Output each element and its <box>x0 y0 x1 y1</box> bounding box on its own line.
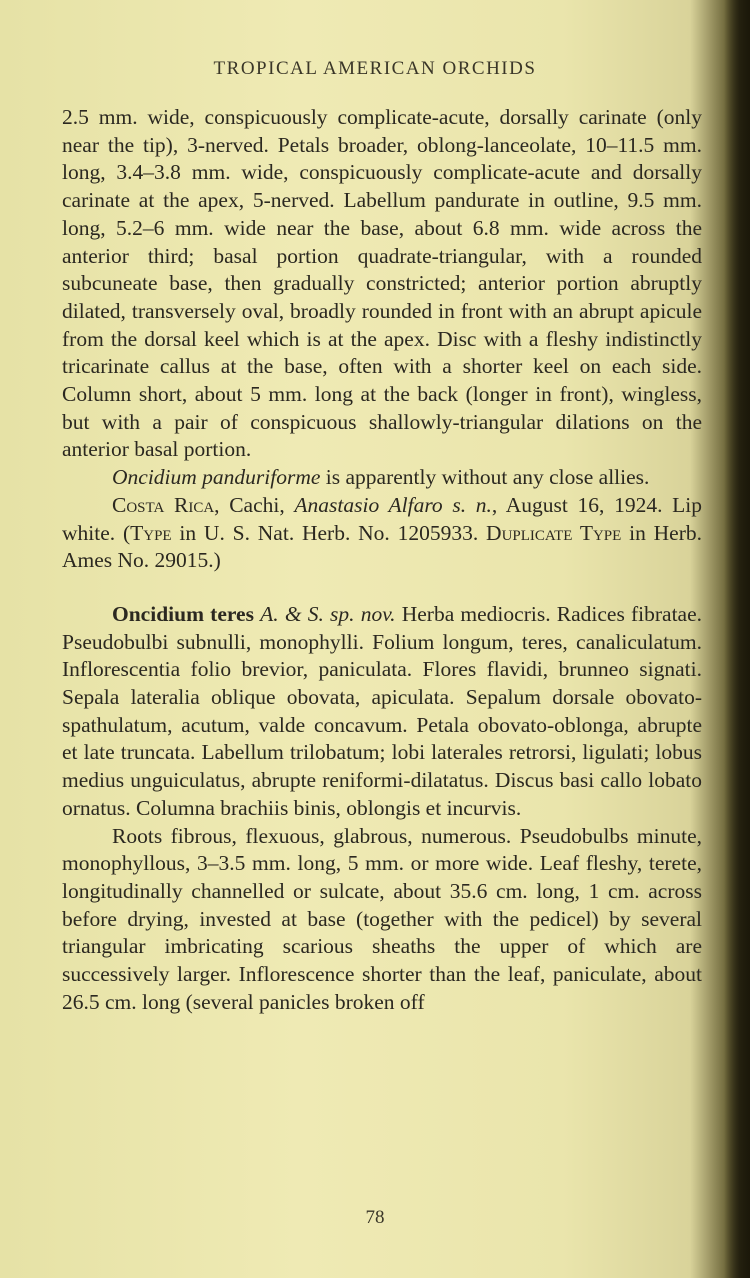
type-text: in U. S. Nat. Herb. No. 1205933. <box>171 520 487 545</box>
type-label: Type <box>130 520 172 545</box>
locality: , Cachi, <box>214 492 295 517</box>
section-spacer <box>62 575 702 601</box>
affinity-text: is apparently without any close allies. <box>320 465 650 490</box>
specimen-citation <box>62 492 702 575</box>
description-paragraph: 2.5 mm. wide, conspicuously complicate-acute, dorsally carinate (only near the tip), 3-nerved. Petals broader, oblong-lanceolate, 10–11.5 mm. long, 3.4–3.8 mm. wide, conspicuously complicate-acute and dorsally carinate at the apex, 5-nerved. Labellum pandurate in outline, 9.5 mm. long, 5.2–6 mm. wide near the base, about 6.8 mm. wide across the anterior third; basal portion quadrate-triangular, with a rounded subcuneate base, then gradually constricted; anterior portion abruptly dilated, transversely oval, broadly rounded in front with an abrupt apicule from the dorsal keel which is at the apex. Disc with a fleshy indistinctly tricarinate callus at the base, often with a shorter keel on each side. Column short, about 5 mm. long at the back (longer in front), wingless, but with a pair of conspicuous shallowly-triangular dilations on the anterior basal portion. <box>62 105 702 462</box>
species-name: Oncidium panduriforme <box>112 465 321 490</box>
duplicate-type-text: in Herb. Ames No. 29015.) <box>62 520 702 573</box>
english-description: Roots fibrous, flexuous, glabrous, numerous. Pseudobulbs minute, monophyllous, 3–3.5 mm. long, 5 mm. or more wide. Leaf fleshy, terete, longitudinally channelled or sulcate, about 35.6 cm. long, 1 cm. across before drying, invested at base (together with the pedicel) by several triangular imbricating scarious sheaths the upper of which are successively larger. Inflorescence shorter than the leaf, paniculate, about 26.5 cm. long (several panicles broken off <box>62 823 702 1014</box>
collector: Anastasio Alfaro s. n. <box>294 492 492 517</box>
new-species-name: Oncidium teres <box>112 601 254 626</box>
running-header: TROPICAL AMERICAN ORCHIDS <box>213 58 537 79</box>
latin-diagnosis-text: Herba mediocris. Radices fibratae. Pseudobulbi subnulli, monophylli. Folium longum, teres, canaliculatum. Inflorescentia folio brevior, paniculata. Flores flavidi, brunneo signati. Sepala lateralia oblique obovata, apiculata. Sepalum dorsale obovato-spathulatum, acutum, valde concavum. Petala obovato-oblonga, abrupte et late truncata. Labellum trilobatum; lobi laterales retrorsi, ligulati; lobus medius unguiculatus, abrupte reniformi-dilatatus. Discus basi callo lobato ornatus. Columna brachiis binis, oblongis et incurvis. <box>62 601 703 820</box>
latin-diagnosis <box>62 601 702 823</box>
affinity-paragraph <box>62 464 702 492</box>
country-name: Costa Rica <box>112 492 215 517</box>
duplicate-type-label: Duplicate Type <box>486 520 622 545</box>
page-body <box>62 104 702 1017</box>
page-number: 78 <box>365 1207 385 1228</box>
page-edge-shadow <box>724 0 750 1278</box>
species-authority: A. & S. sp. nov. <box>260 601 396 626</box>
collection-date: , August 16, 1924. Lip white. ( <box>62 492 702 545</box>
